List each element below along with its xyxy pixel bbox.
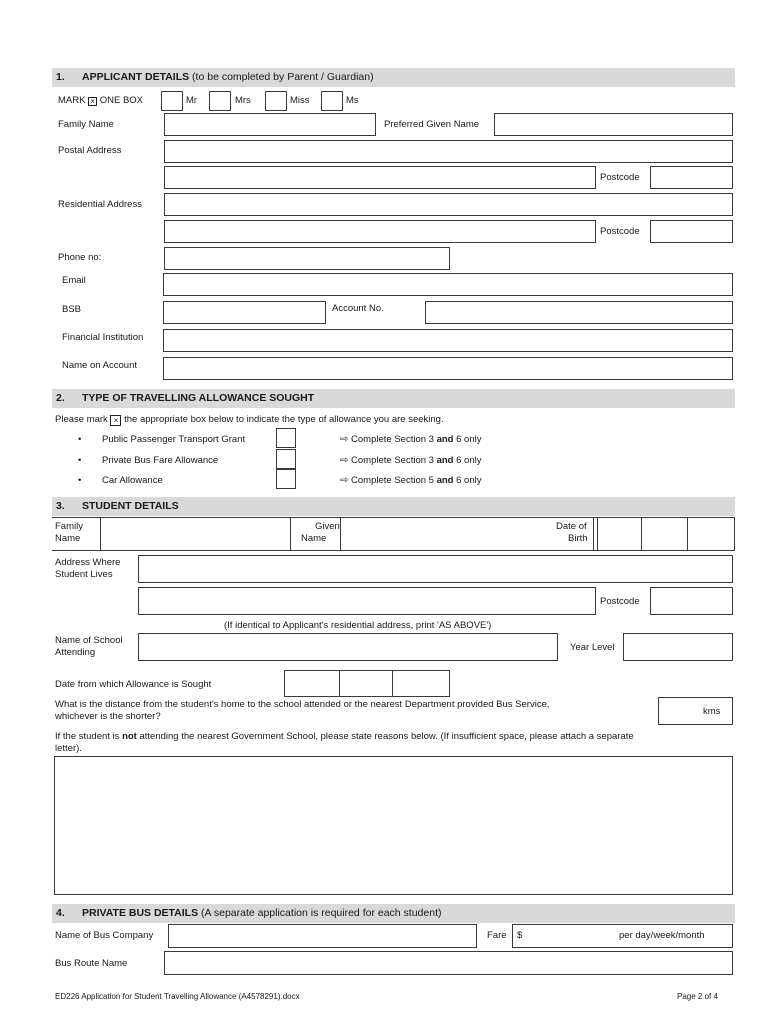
student-family-name-label xyxy=(55,521,83,545)
preferred-given-name-field[interactable] xyxy=(494,113,733,136)
action-pre: Complete Section 3 xyxy=(351,455,437,466)
action-post: 6 only xyxy=(453,475,482,486)
student-address-field-2[interactable] xyxy=(138,587,596,615)
year-level-label: Year Level xyxy=(570,642,615,653)
reasons-not: not xyxy=(122,731,137,742)
option-action-public-transport xyxy=(340,434,481,446)
fare-label: Fare xyxy=(487,930,507,941)
bullet-icon: • xyxy=(78,434,82,445)
bus-company-label: Name of Bus Company xyxy=(55,930,154,941)
section-2-header xyxy=(52,389,735,408)
section-1-header xyxy=(52,68,735,87)
title-label-ms: Ms xyxy=(346,95,359,106)
fare-currency: $ xyxy=(517,930,523,941)
dob-year-field[interactable] xyxy=(687,517,735,551)
label-line: Address Where xyxy=(55,557,121,568)
student-family-name-field[interactable] xyxy=(100,517,291,551)
reasons-textarea[interactable] xyxy=(54,756,733,895)
residential-postcode-field[interactable] xyxy=(650,220,733,243)
name-on-account-field[interactable] xyxy=(163,357,733,380)
postal-postcode-label: Postcode xyxy=(600,172,640,183)
arrow-right-icon: ⇨ xyxy=(340,475,349,486)
bullet-icon: • xyxy=(78,455,82,466)
section-3-header xyxy=(52,497,735,516)
student-address-label xyxy=(55,557,120,581)
email-label: Email xyxy=(62,275,86,286)
footer-page-number: Page 2 of 4 xyxy=(677,992,718,1001)
label-line: Attending xyxy=(55,647,96,658)
date-from-label: Date from which Allowance is Sought xyxy=(55,679,212,690)
title-label-mrs: Mrs xyxy=(235,95,251,106)
section-2-number: 2. xyxy=(56,392,65,404)
school-name-label xyxy=(55,635,123,659)
section-4-note: (A separate application is required for each student) xyxy=(198,907,442,919)
year-level-field[interactable] xyxy=(623,633,733,661)
label-line: letter). xyxy=(55,743,82,754)
label-line: Student Lives xyxy=(55,569,113,580)
option-action-car xyxy=(340,475,481,487)
mark-suffix: ONE BOX xyxy=(99,95,144,106)
residential-address-label: Residential Address xyxy=(58,199,142,210)
fare-unit: per day/week/month xyxy=(619,930,705,941)
bus-route-field[interactable] xyxy=(164,951,733,975)
name-on-account-label: Name on Account xyxy=(62,360,137,371)
option-checkbox-public-transport[interactable] xyxy=(276,428,296,448)
bsb-field[interactable] xyxy=(163,301,326,324)
phone-label: Phone no: xyxy=(58,252,102,263)
option-label-car: Car Allowance xyxy=(102,475,163,486)
action-pre: Complete Section 3 xyxy=(351,434,437,445)
student-given-name-label xyxy=(301,521,340,545)
section-3-title: STUDENT DETAILS xyxy=(82,500,179,512)
kms-unit-label: kms xyxy=(703,706,721,717)
identical-address-note: (If identical to Applicant's residential address, print 'AS ABOVE') xyxy=(224,620,492,631)
section-4-header xyxy=(52,904,735,923)
section-2-instruction xyxy=(55,414,444,426)
section-3-number: 3. xyxy=(56,500,65,512)
label-line: Name xyxy=(55,533,81,544)
instruction-post: the appropriate box below to indicate the type of allowance you are seeking. xyxy=(121,414,444,425)
school-name-field[interactable] xyxy=(138,633,558,661)
date-from-month-field[interactable] xyxy=(339,670,393,697)
account-no-field[interactable] xyxy=(425,301,733,324)
bullet-icon: • xyxy=(78,475,82,486)
reasons-pre: If the student is xyxy=(55,731,123,742)
label-line: Date of xyxy=(556,521,587,532)
dob-month-field[interactable] xyxy=(641,517,688,551)
distance-question xyxy=(55,699,550,723)
title-checkbox-mr[interactable] xyxy=(161,91,183,111)
postal-address-field-1[interactable] xyxy=(164,140,733,163)
title-label-mr: Mr xyxy=(186,95,198,106)
option-label-public-transport: Public Passenger Transport Grant xyxy=(102,434,246,445)
family-name-label: Family Name xyxy=(58,119,114,130)
financial-institution-label: Financial Institution xyxy=(62,332,144,343)
label-line: Name of School xyxy=(55,635,123,646)
reasons-instruction xyxy=(55,731,634,755)
reasons-post: attending the nearest Government School, please state reasons below. (If insufficient space, please attach a separate xyxy=(136,731,634,742)
financial-institution-field[interactable] xyxy=(163,329,733,352)
action-and: and xyxy=(436,475,454,486)
section-4-number: 4. xyxy=(56,907,65,919)
option-action-private-bus xyxy=(340,455,481,467)
section-1-note: (to be completed by Parent / Guardian) xyxy=(189,71,374,83)
residential-address-field-2[interactable] xyxy=(164,220,596,243)
label-line: whichever is the shorter? xyxy=(55,711,161,722)
label-line: Name xyxy=(301,533,327,544)
postal-address-label: Postal Address xyxy=(58,145,122,156)
section-4-title: PRIVATE BUS DETAILS xyxy=(82,907,199,919)
mark-one-box-label xyxy=(58,95,143,107)
account-no-label: Account No. xyxy=(332,303,384,314)
postal-postcode-field[interactable] xyxy=(650,166,733,189)
arrow-right-icon: ⇨ xyxy=(340,455,349,466)
mark-label: MARK xyxy=(58,95,86,106)
footer-document-name: ED226 Application for Student Travelling Allowance (A4578291).docx xyxy=(55,992,300,1001)
distance-field[interactable] xyxy=(658,697,733,725)
dob-day-field[interactable] xyxy=(597,517,642,551)
date-from-year-field[interactable] xyxy=(392,670,450,697)
label-line: Family xyxy=(55,521,83,532)
checked-box-icon: × xyxy=(88,97,97,106)
label-line: What is the distance from the student's home to the school attended or the nearest Department provided Bus Service, xyxy=(55,699,550,710)
bus-route-label: Bus Route Name xyxy=(55,958,128,969)
section-2-title: TYPE OF TRAVELLING ALLOWANCE SOUGHT xyxy=(82,392,315,404)
label-line: Given xyxy=(315,521,340,532)
label-line: Birth xyxy=(568,533,588,544)
residential-address-field-1[interactable] xyxy=(164,193,733,216)
title-checkbox-ms[interactable] xyxy=(321,91,343,111)
postal-address-field-2[interactable] xyxy=(164,166,596,189)
title-label-miss: Miss xyxy=(290,95,310,106)
option-label-private-bus: Private Bus Fare Allowance xyxy=(102,455,219,466)
email-field[interactable] xyxy=(163,273,733,296)
family-name-field[interactable] xyxy=(164,113,376,136)
title-checkbox-miss[interactable] xyxy=(265,91,287,111)
arrow-right-icon: ⇨ xyxy=(340,434,349,445)
student-address-field-1[interactable] xyxy=(138,555,733,583)
section-1-number: 1. xyxy=(56,71,65,83)
date-from-day-field[interactable] xyxy=(284,670,340,697)
section-1-title: APPLICANT DETAILS xyxy=(82,71,190,83)
label-line xyxy=(55,731,634,743)
student-postcode-label: Postcode xyxy=(600,596,640,607)
student-postcode-field[interactable] xyxy=(650,587,733,615)
action-pre: Complete Section 5 xyxy=(351,475,437,486)
action-post: 6 only xyxy=(453,434,482,445)
option-checkbox-car[interactable] xyxy=(276,469,296,489)
action-and: and xyxy=(436,434,454,445)
bus-company-field[interactable] xyxy=(168,924,477,948)
preferred-given-name-label: Preferred Given Name xyxy=(384,119,480,130)
action-and: and xyxy=(436,455,454,466)
residential-postcode-label: Postcode xyxy=(600,226,640,237)
checked-box-icon: × xyxy=(110,415,121,426)
action-post: 6 only xyxy=(453,455,482,466)
date-of-birth-label xyxy=(556,521,588,545)
title-checkbox-mrs[interactable] xyxy=(209,91,231,111)
phone-field[interactable] xyxy=(164,247,450,270)
option-checkbox-private-bus[interactable] xyxy=(276,449,296,469)
instruction-pre: Please mark xyxy=(55,414,108,425)
bsb-label: BSB xyxy=(62,304,82,315)
